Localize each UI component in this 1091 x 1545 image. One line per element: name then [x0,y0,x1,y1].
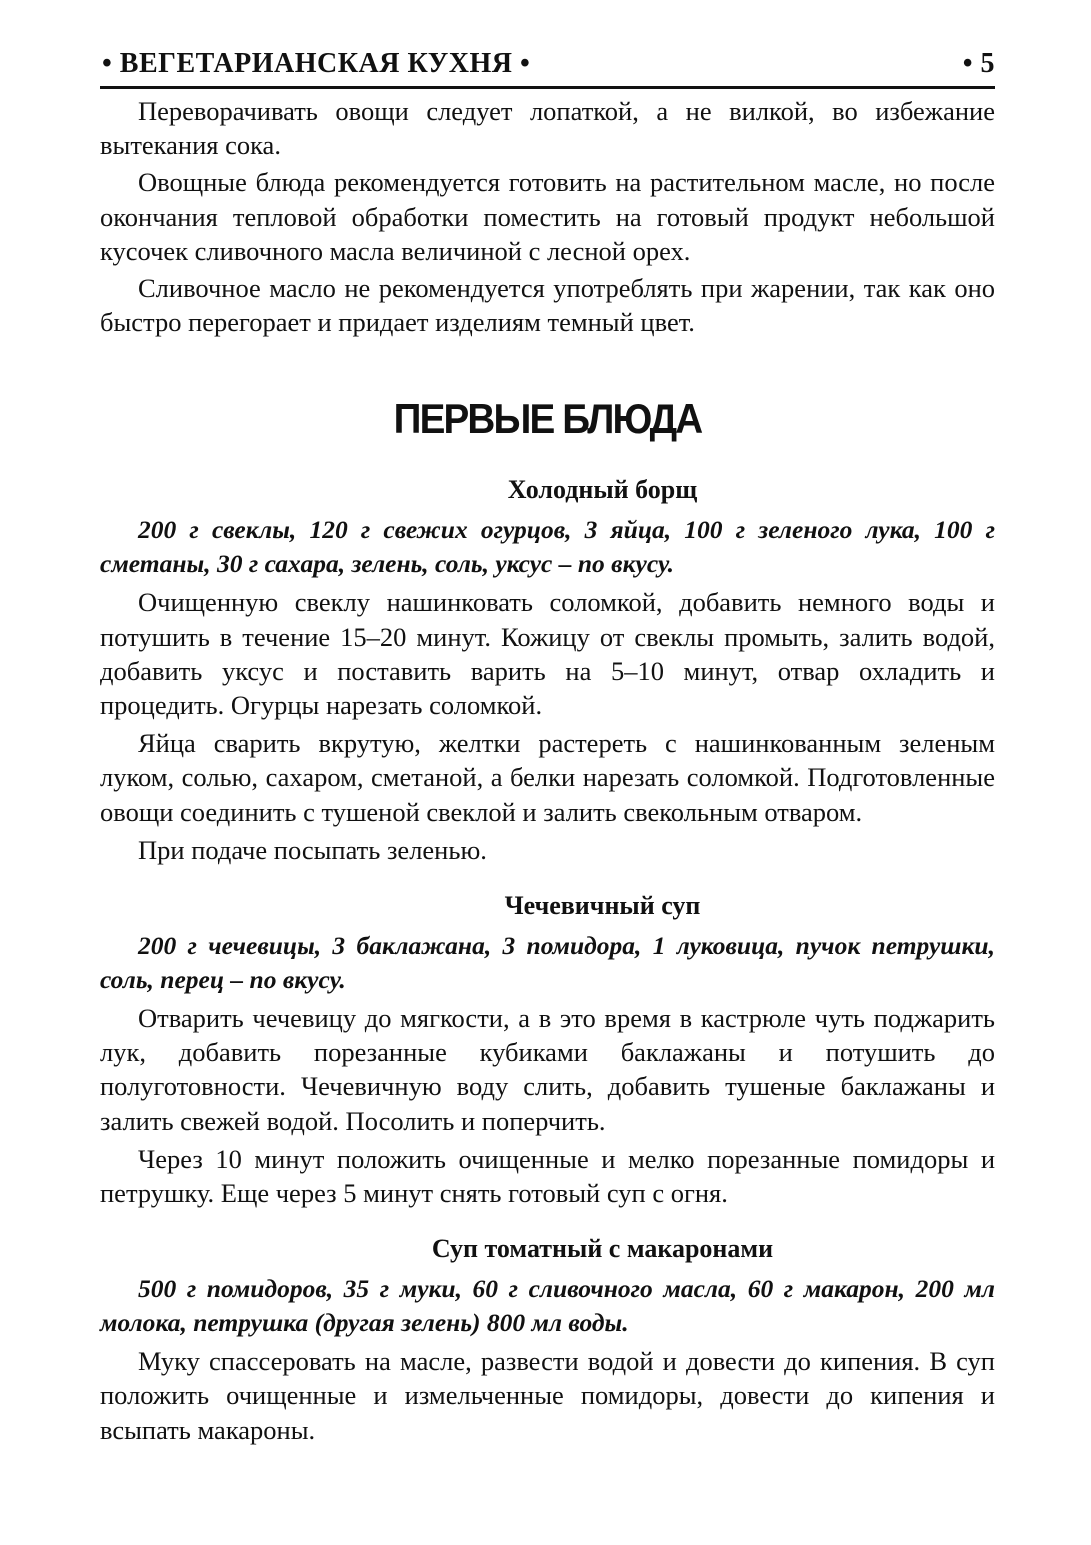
running-header [100,40,995,88]
section-title: ПЕРВЫЕ БЛЮДА [393,395,702,443]
recipe-step: Очищенную свеклу нашинковать соломкой, добавить немного воды и потушить в течение 15–20 минут. Кожицу от свеклы промыть, залить водой, добавить уксус и поставить варить на 5–10 минут, отвар охладить и процедить. Огурцы нарезать соломкой. [100,587,995,721]
recipe-ingredients: 200 г чечевицы, 3 баклажана, 3 помидора, 1 луковица, пучок петрушки, соль, перец – по вкусу. [100,931,995,995]
recipe-step: Муку спассеровать на масле, развести водой и довести до кипения. В суп положить очищенные и измельченные помидоры, довести до кипения и всыпать макароны. [100,1346,995,1445]
recipe-title: Холодный борщ [507,475,698,505]
recipe-step: При подаче посыпать зеленью. [138,834,487,865]
recipe-step: Яйца сварить вкрутую, желтки растереть с нашинкованным зеленым луком, солью, сахаром, сметаной, а белки нарезать соломкой. Подготовленные овощи соединить с тушеной свеклой и залить свекольным отваром. [100,728,995,827]
recipe-lentil-soup [100,889,995,1210]
intro-paragraph: Овощные блюда рекомендуется готовить на растительном масле, но после окончания тепловой обработки поместить на готовый продукт небольшой кусочек сливочного масла величиной с лесной орех. [100,167,995,266]
recipe-title: Чечевичный суп [504,891,701,921]
page-number: • 5 [962,48,995,79]
recipe-cold-borscht [100,473,995,867]
recipe-tomato-soup [100,1232,995,1447]
book-title: • ВЕГЕТАРИАНСКАЯ КУХНЯ • [102,48,531,79]
book-page [100,40,995,1447]
intro-paragraph: Переворачивать овощи следует лопаткой, а не вилкой, во избежание вытекания сока. [100,96,995,161]
recipe-ingredients: 500 г помидоров, 35 г муки, 60 г сливочного масла, 60 г макарон, 200 мл молока, петрушка (другая зелень) 800 мл воды. [100,1274,995,1338]
intro-paragraph: Сливочное масло не рекомендуется употреблять при жарении, так как оно быстро перегорает и придает изделиям темный цвет. [100,273,995,338]
recipe-step: Отварить чечевицу до мягкости, а в это время в кастрюле чуть поджарить лук, добавить порезанные кубиками баклажаны и потушить до полуготовности. Чечевичную воду слить, добавить тушеные баклажаны и залить свежей водой. Посолить и поперчить. [100,1003,995,1136]
intro-text [100,94,995,339]
recipe-ingredients: 200 г свеклы, 120 г свежих огурцов, 3 яйца, 100 г зеленого лука, 100 г сметаны, 30 г сахара, зелень, соль, уксус – по вкусу. [100,515,995,579]
recipe-step: Через 10 минут положить очищенные и мелко порезанные помидоры и петрушку. Еще через 5 минут снять готовый суп с огня. [100,1143,995,1209]
recipe-title: Суп томатный с макаронами [431,1234,774,1264]
header-rule [100,86,995,89]
